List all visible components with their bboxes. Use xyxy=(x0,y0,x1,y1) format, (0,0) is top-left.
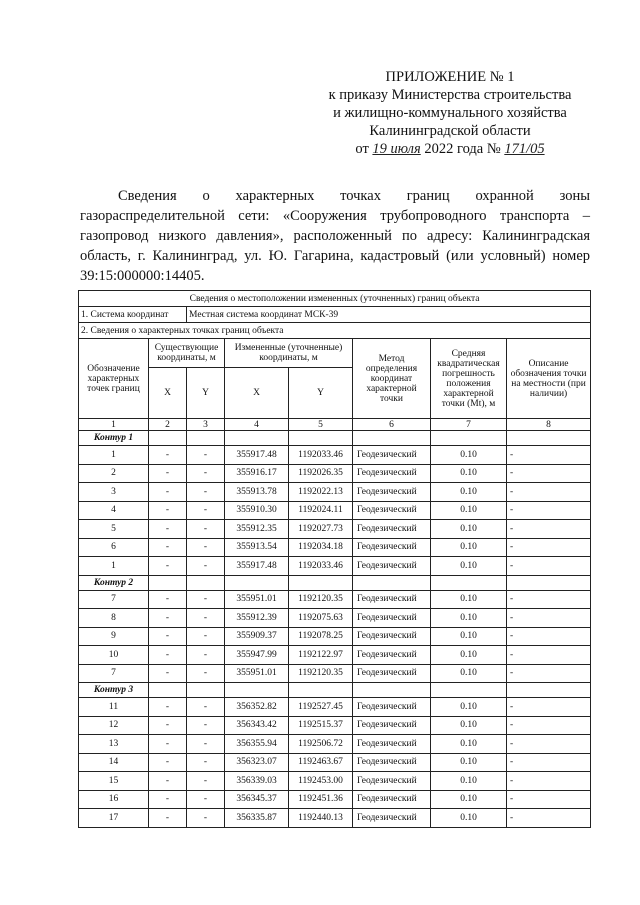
cell-ex: - xyxy=(149,772,187,791)
cell-ex: - xyxy=(149,446,187,465)
cell-x: 355912.35 xyxy=(225,520,289,539)
cell-method: Геодезический xyxy=(353,716,431,735)
cell-method: Геодезический xyxy=(353,501,431,520)
col-number: 1 xyxy=(79,419,149,431)
cell-desc: - xyxy=(507,790,591,809)
table-row xyxy=(79,753,591,772)
cell-ey: - xyxy=(187,772,225,791)
table-row xyxy=(79,590,591,609)
cell-desc: - xyxy=(507,646,591,665)
cell-pt: 6 xyxy=(79,538,149,557)
cell-y: 1192463.67 xyxy=(289,753,353,772)
cell-y: 1192026.35 xyxy=(289,464,353,483)
col-number: 8 xyxy=(507,419,591,431)
handwritten-date: 19 июля xyxy=(372,141,421,157)
empty-cell xyxy=(225,683,289,698)
cell-pt: 15 xyxy=(79,772,149,791)
cell-ex: - xyxy=(149,538,187,557)
cell-y: 1192527.45 xyxy=(289,698,353,717)
table-row xyxy=(79,501,591,520)
cell-y: 1192075.63 xyxy=(289,609,353,628)
order-date-line xyxy=(290,140,610,158)
cell-ey: - xyxy=(187,609,225,628)
table-row xyxy=(79,446,591,465)
cell-ey: - xyxy=(187,483,225,502)
cell-ex: - xyxy=(149,557,187,576)
cell-desc: - xyxy=(507,698,591,717)
empty-cell xyxy=(289,683,353,698)
cell-x: 355912.39 xyxy=(225,609,289,628)
cell-mt: 0.10 xyxy=(431,646,507,665)
table-row xyxy=(79,609,591,628)
cell-ey: - xyxy=(187,698,225,717)
cell-pt: 14 xyxy=(79,753,149,772)
cell-y: 1192027.73 xyxy=(289,520,353,539)
cell-y: 1192024.11 xyxy=(289,501,353,520)
cell-y: 1192506.72 xyxy=(289,735,353,754)
cell-desc: - xyxy=(507,664,591,683)
cell-mt: 0.10 xyxy=(431,735,507,754)
cell-x: 355913.54 xyxy=(225,538,289,557)
cell-desc: - xyxy=(507,538,591,557)
cell-pt: 11 xyxy=(79,698,149,717)
cell-x: 355909.37 xyxy=(225,627,289,646)
empty-cell xyxy=(431,575,507,590)
cell-pt: 2 xyxy=(79,464,149,483)
cell-ex: - xyxy=(149,790,187,809)
empty-cell xyxy=(353,683,431,698)
cell-method: Геодезический xyxy=(353,557,431,576)
cell-method: Геодезический xyxy=(353,609,431,628)
cell-mt: 0.10 xyxy=(431,446,507,465)
cell-y: 1192078.25 xyxy=(289,627,353,646)
appendix-title: ПРИЛОЖЕНИЕ № 1 xyxy=(385,69,515,85)
empty-cell xyxy=(149,431,187,446)
cell-x: 356343.42 xyxy=(225,716,289,735)
cell-mt: 0.10 xyxy=(431,698,507,717)
cell-x: 355947.99 xyxy=(225,646,289,665)
header-method: Метод определения координат характерной точки xyxy=(353,339,431,419)
empty-cell xyxy=(431,683,507,698)
cell-x: 355917.48 xyxy=(225,446,289,465)
cell-x: 356339.03 xyxy=(225,772,289,791)
header-existing-x: X xyxy=(149,368,187,419)
cell-method: Геодезический xyxy=(353,664,431,683)
col-number: 4 xyxy=(225,419,289,431)
cell-mt: 0.10 xyxy=(431,590,507,609)
table-row xyxy=(79,716,591,735)
header-changed: Измененные (уточненные) координаты, м xyxy=(225,339,353,368)
cell-method: Геодезический xyxy=(353,790,431,809)
handwritten-number: 171/05 xyxy=(504,141,545,157)
cell-x: 356352.82 xyxy=(225,698,289,717)
empty-cell xyxy=(507,683,591,698)
cell-ex: - xyxy=(149,664,187,683)
cell-ex: - xyxy=(149,464,187,483)
cell-pt: 9 xyxy=(79,627,149,646)
cell-pt: 8 xyxy=(79,609,149,628)
cell-desc: - xyxy=(507,464,591,483)
cell-method: Геодезический xyxy=(353,538,431,557)
cell-mt: 0.10 xyxy=(431,664,507,683)
cell-y: 1192120.35 xyxy=(289,590,353,609)
cell-method: Геодезический xyxy=(353,646,431,665)
cell-x: 356355.94 xyxy=(225,735,289,754)
cell-method: Геодезический xyxy=(353,735,431,754)
empty-cell xyxy=(225,575,289,590)
cell-mt: 0.10 xyxy=(431,790,507,809)
date-mid: 2022 года № xyxy=(424,141,501,157)
cell-desc: - xyxy=(507,772,591,791)
cell-method: Геодезический xyxy=(353,446,431,465)
cell-mt: 0.10 xyxy=(431,716,507,735)
cell-desc: - xyxy=(507,557,591,576)
cell-ey: - xyxy=(187,809,225,828)
header-existing: Существующие координаты, м xyxy=(149,339,225,368)
contour-row xyxy=(79,683,591,698)
order-line-2: к приказу Министерства строительства xyxy=(328,87,572,103)
cell-y: 1192022.13 xyxy=(289,483,353,502)
empty-cell xyxy=(507,575,591,590)
cell-y: 1192453.00 xyxy=(289,772,353,791)
contour-row xyxy=(79,575,591,590)
col-number: 3 xyxy=(187,419,225,431)
cell-y: 1192120.35 xyxy=(289,664,353,683)
table-row xyxy=(79,735,591,754)
col-number: 2 xyxy=(149,419,187,431)
cell-pt: 13 xyxy=(79,735,149,754)
cell-y: 1192033.46 xyxy=(289,446,353,465)
cell-pt: 16 xyxy=(79,790,149,809)
table-row xyxy=(79,809,591,828)
cell-pt: 10 xyxy=(79,646,149,665)
cell-desc: - xyxy=(507,753,591,772)
col-number: 7 xyxy=(431,419,507,431)
table-row xyxy=(79,772,591,791)
cell-desc: - xyxy=(507,446,591,465)
cell-x: 355951.01 xyxy=(225,664,289,683)
cell-ey: - xyxy=(187,538,225,557)
cell-mt: 0.10 xyxy=(431,538,507,557)
cell-ey: - xyxy=(187,501,225,520)
cell-pt: 1 xyxy=(79,557,149,576)
empty-cell xyxy=(507,431,591,446)
cell-pt: 7 xyxy=(79,664,149,683)
cell-x: 356345.37 xyxy=(225,790,289,809)
empty-cell xyxy=(353,575,431,590)
cell-desc: - xyxy=(507,716,591,735)
cell-pt: 7 xyxy=(79,590,149,609)
header-changed-x: X xyxy=(225,368,289,419)
empty-cell xyxy=(431,431,507,446)
cell-ey: - xyxy=(187,557,225,576)
empty-cell xyxy=(149,575,187,590)
cell-ey: - xyxy=(187,716,225,735)
cell-method: Геодезический xyxy=(353,590,431,609)
empty-cell xyxy=(187,683,225,698)
cell-ex: - xyxy=(149,735,187,754)
header-existing-y: Y xyxy=(187,368,225,419)
points-section-label: 2. Сведения о характерных точках границ объекта xyxy=(79,323,591,339)
table-row xyxy=(79,646,591,665)
header-accuracy: Средняя квадратическая погрешность положения характерной точки (Mt), м xyxy=(431,339,507,419)
cell-x: 356335.87 xyxy=(225,809,289,828)
cell-ex: - xyxy=(149,753,187,772)
cell-mt: 0.10 xyxy=(431,483,507,502)
cell-desc: - xyxy=(507,735,591,754)
cell-ey: - xyxy=(187,735,225,754)
cell-mt: 0.10 xyxy=(431,501,507,520)
cell-desc: - xyxy=(507,590,591,609)
cell-pt: 3 xyxy=(79,483,149,502)
contour-name: Контур 1 xyxy=(79,431,149,446)
cell-method: Геодезический xyxy=(353,753,431,772)
col-number: 6 xyxy=(353,419,431,431)
cell-desc: - xyxy=(507,501,591,520)
cell-ex: - xyxy=(149,520,187,539)
cell-x: 355913.78 xyxy=(225,483,289,502)
table-row xyxy=(79,483,591,502)
cell-y: 1192033.46 xyxy=(289,557,353,576)
empty-cell xyxy=(225,431,289,446)
empty-cell xyxy=(149,683,187,698)
cell-mt: 0.10 xyxy=(431,557,507,576)
order-line-4: Калининградской области xyxy=(369,123,531,139)
cell-pt: 4 xyxy=(79,501,149,520)
empty-cell xyxy=(289,575,353,590)
empty-cell xyxy=(187,431,225,446)
cell-ey: - xyxy=(187,646,225,665)
header-changed-y: Y xyxy=(289,368,353,419)
cell-ex: - xyxy=(149,501,187,520)
coord-system-label: 1. Система координат xyxy=(79,307,187,323)
cell-mt: 0.10 xyxy=(431,464,507,483)
cell-x: 355917.48 xyxy=(225,557,289,576)
cell-desc: - xyxy=(507,483,591,502)
empty-cell xyxy=(187,575,225,590)
cell-ex: - xyxy=(149,698,187,717)
cell-method: Геодезический xyxy=(353,772,431,791)
cell-method: Геодезический xyxy=(353,698,431,717)
col-number: 5 xyxy=(289,419,353,431)
cell-ey: - xyxy=(187,664,225,683)
empty-cell xyxy=(353,431,431,446)
table-row xyxy=(79,557,591,576)
cell-ey: - xyxy=(187,790,225,809)
table-row xyxy=(79,627,591,646)
table-row xyxy=(79,538,591,557)
order-line-3: и жилищно-коммунального хозяйства xyxy=(333,105,567,121)
cell-ex: - xyxy=(149,809,187,828)
contour-name: Контур 3 xyxy=(79,683,149,698)
cell-mt: 0.10 xyxy=(431,609,507,628)
table-row xyxy=(79,464,591,483)
header-designation: Обозначение характерных точек границ xyxy=(79,339,149,419)
cell-ey: - xyxy=(187,464,225,483)
coord-system-value: Местная система координат МСК-39 xyxy=(187,307,591,323)
cell-method: Геодезический xyxy=(353,483,431,502)
cell-ey: - xyxy=(187,446,225,465)
table-row xyxy=(79,790,591,809)
cell-mt: 0.10 xyxy=(431,520,507,539)
cell-y: 1192034.18 xyxy=(289,538,353,557)
cell-method: Геодезический xyxy=(353,520,431,539)
cell-desc: - xyxy=(507,627,591,646)
table-caption: Сведения о местоположении измененных (уточненных) границ объекта xyxy=(79,291,591,307)
boundary-points-table xyxy=(78,290,591,828)
cell-x: 355951.01 xyxy=(225,590,289,609)
cell-y: 1192515.37 xyxy=(289,716,353,735)
cell-mt: 0.10 xyxy=(431,809,507,828)
cell-desc: - xyxy=(507,609,591,628)
table-row xyxy=(79,664,591,683)
cell-method: Геодезический xyxy=(353,809,431,828)
cell-ex: - xyxy=(149,590,187,609)
cell-pt: 1 xyxy=(79,446,149,465)
cell-mt: 0.10 xyxy=(431,753,507,772)
appendix-header xyxy=(290,68,610,158)
contour-row xyxy=(79,431,591,446)
empty-cell xyxy=(289,431,353,446)
cell-method: Геодезический xyxy=(353,464,431,483)
cell-x: 355916.17 xyxy=(225,464,289,483)
cell-x: 355910.30 xyxy=(225,501,289,520)
cell-mt: 0.10 xyxy=(431,627,507,646)
header-description: Описание обозначения точки на местности (при наличии) xyxy=(507,339,591,419)
cell-ey: - xyxy=(187,520,225,539)
cell-desc: - xyxy=(507,809,591,828)
cell-desc: - xyxy=(507,520,591,539)
cell-pt: 5 xyxy=(79,520,149,539)
contour-name: Контур 2 xyxy=(79,575,149,590)
cell-x: 356323.07 xyxy=(225,753,289,772)
cell-ex: - xyxy=(149,627,187,646)
intro-paragraph: Сведения о характерных точках границ охранной зоны газораспределительной сети: «Сооружения трубопроводного транспорта – газопровод низкого давления», расположенный по адресу: Калининградская область, г. Калининград, ул. Ю. Гагарина, кадастровый (или условный) номер 39:15:000000:14405. xyxy=(80,188,590,284)
cell-pt: 12 xyxy=(79,716,149,735)
cell-ex: - xyxy=(149,716,187,735)
date-prefix: от xyxy=(355,141,369,157)
table-row xyxy=(79,520,591,539)
table-row xyxy=(79,698,591,717)
cell-ey: - xyxy=(187,753,225,772)
cell-y: 1192440.13 xyxy=(289,809,353,828)
cell-y: 1192451.36 xyxy=(289,790,353,809)
cell-ex: - xyxy=(149,609,187,628)
cell-ey: - xyxy=(187,590,225,609)
cell-ex: - xyxy=(149,646,187,665)
cell-y: 1192122.97 xyxy=(289,646,353,665)
cell-ey: - xyxy=(187,627,225,646)
cell-pt: 17 xyxy=(79,809,149,828)
cell-method: Геодезический xyxy=(353,627,431,646)
cell-ex: - xyxy=(149,483,187,502)
cell-mt: 0.10 xyxy=(431,772,507,791)
